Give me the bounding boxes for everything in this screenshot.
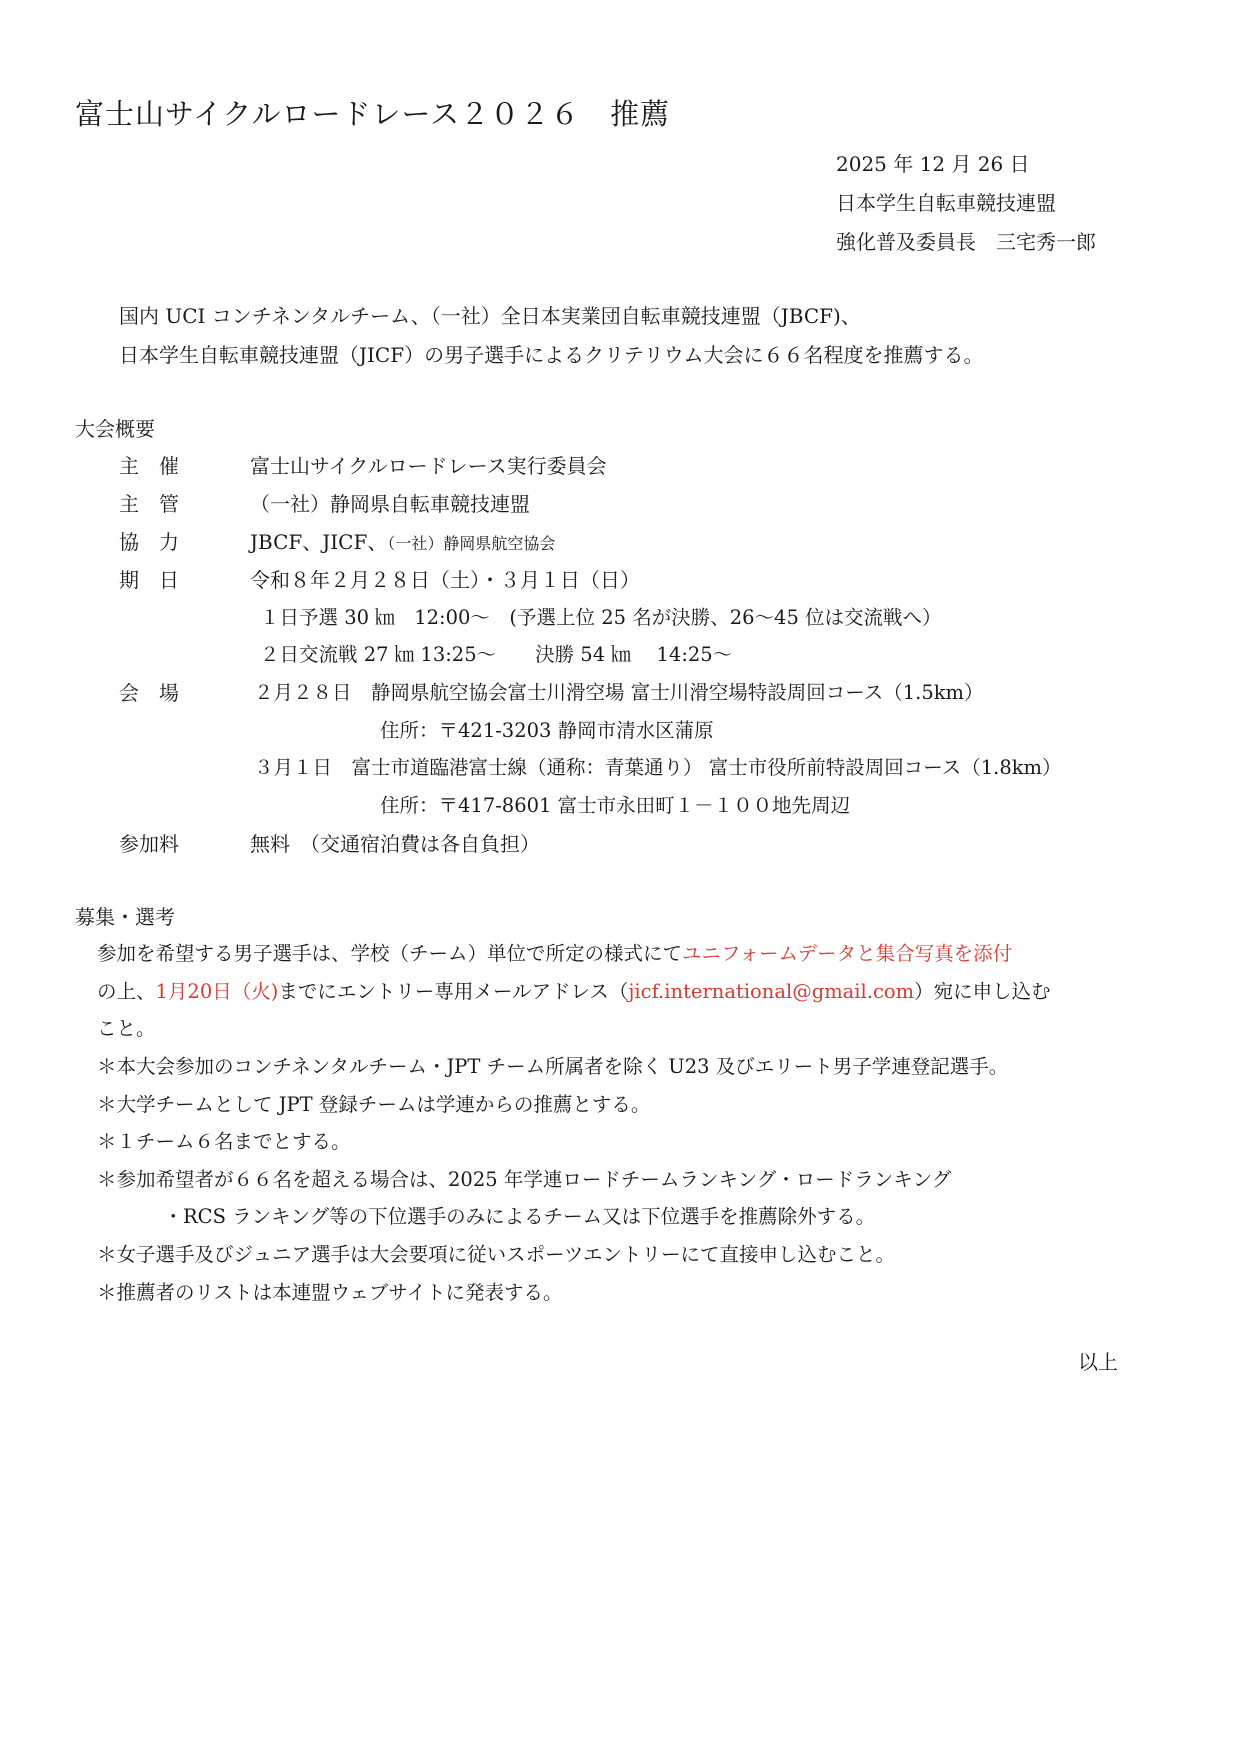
intro-line-1: 国内 UCI コンチネンタルチーム、（一社）全日本実業団自転車競技連盟（JBCF)、 [119, 304, 861, 328]
host-label: 主 催 [119, 454, 179, 478]
issue-date: 2025 年 12 月 26 日 [836, 152, 1030, 176]
entry-email-address: jicf.international@gmail.com [628, 980, 915, 1003]
period-day2-schedule: ２日交流戦 27 ㎞ 13:25～ 決勝 54 ㎞ 14:25～ [260, 643, 733, 666]
cooperation-small: （一社）静岡県航空協会 [387, 534, 556, 553]
author-signature: 強化普及委員長 三宅秀一郎 [836, 230, 1096, 254]
recruit-text: 参加を希望する男子選手は、学校（チーム）単位で所定の様式にて [97, 942, 683, 965]
required-attachments: ユニフォームデータと集合写真を添付 [682, 942, 1013, 965]
note-item: ＊１チーム６名までとする。 [97, 1130, 351, 1153]
note-item-continuation: ・RCS ランキング等の下位選手のみによるチーム又は下位選手を推薦除外する。 [144, 1205, 876, 1228]
note-item: ＊推薦者のリストは本連盟ウェブサイトに発表する。 [97, 1281, 563, 1304]
note-item: ＊参加希望者が６６名を超える場合は、2025 年学連ロードチームランキング・ロードランキング [97, 1168, 952, 1191]
recruit-text: ）宛に申し込む [914, 980, 1051, 1003]
note-item: ＊大学チームとして JPT 登録チームは学連からの推薦とする。 [97, 1093, 651, 1116]
intro-line-2: 日本学生自転車競技連盟（JICF）の男子選手によるクリテリウム大会に６６名程度を推薦する。 [119, 343, 984, 367]
fee-value: 無料 （交通宿泊費は各自負担） [250, 832, 540, 856]
fee-label: 参加料 [119, 832, 179, 856]
note-item: ＊本大会参加のコンチネンタルチーム・JPT チーム所属者を除く U23 及びエリート男子学連登記選手。 [97, 1055, 1009, 1078]
venue-label: 会 場 [119, 681, 179, 705]
period-day1-schedule: １日予選 30 ㎞ 12:00～ (予選上位 25 名が決勝、26～45 位は交流戦へ） [260, 606, 942, 629]
recruit-text: までにエントリー専用メールアドレス（ [278, 980, 629, 1003]
venue-day2-address: 住所：〒417-8601 富士市永田町１－１００地先周辺 [380, 794, 851, 817]
period-label: 期 日 [119, 568, 179, 592]
cooperation-label: 協 力 [119, 530, 179, 554]
entry-deadline: 1月20日（火) [155, 980, 279, 1003]
host-value: 富士山サイクルロードレース実行委員会 [250, 454, 607, 478]
cooperation-value [250, 528, 555, 558]
venue-day1: ２月２８日 静岡県航空協会富士川滑空場 富士川滑空場特設周回コース（1.5km） [254, 681, 984, 704]
cooperation-main: JBCF、JICF、 [250, 530, 388, 554]
closing-remark: 以上 [1078, 1350, 1118, 1374]
manage-value: （一社）静岡県自転車競技連盟 [250, 492, 530, 516]
recruit-paragraph-line-2 [97, 978, 1051, 1006]
note-item: ＊女子選手及びジュニア選手は大会要項に従いスポーツエントリーにて直接申し込むこと。 [97, 1243, 895, 1266]
recruit-text: の上、 [97, 980, 156, 1003]
recruit-paragraph-line-1 [97, 940, 1012, 968]
recruit-paragraph-line-3: こと。 [97, 1017, 156, 1040]
manage-label: 主 管 [119, 492, 179, 516]
venue-day1-address: 住所：〒421-3203 静岡市清水区蒲原 [380, 719, 714, 742]
recruit-heading: 募集・選考 [75, 905, 175, 929]
overview-heading: 大会概要 [75, 417, 155, 441]
period-value: 令和８年２月２８日（土）・３月１日（日） [250, 568, 640, 592]
venue-day2: ３月１日 富士市道臨港富士線（通称：青葉通り） 富士市役所前特設周回コース（1.8km） [254, 756, 1062, 779]
issuing-organization: 日本学生自転車競技連盟 [836, 191, 1056, 215]
document-title: 富士山サイクルロードレース２０２６ 推薦 [75, 97, 671, 131]
